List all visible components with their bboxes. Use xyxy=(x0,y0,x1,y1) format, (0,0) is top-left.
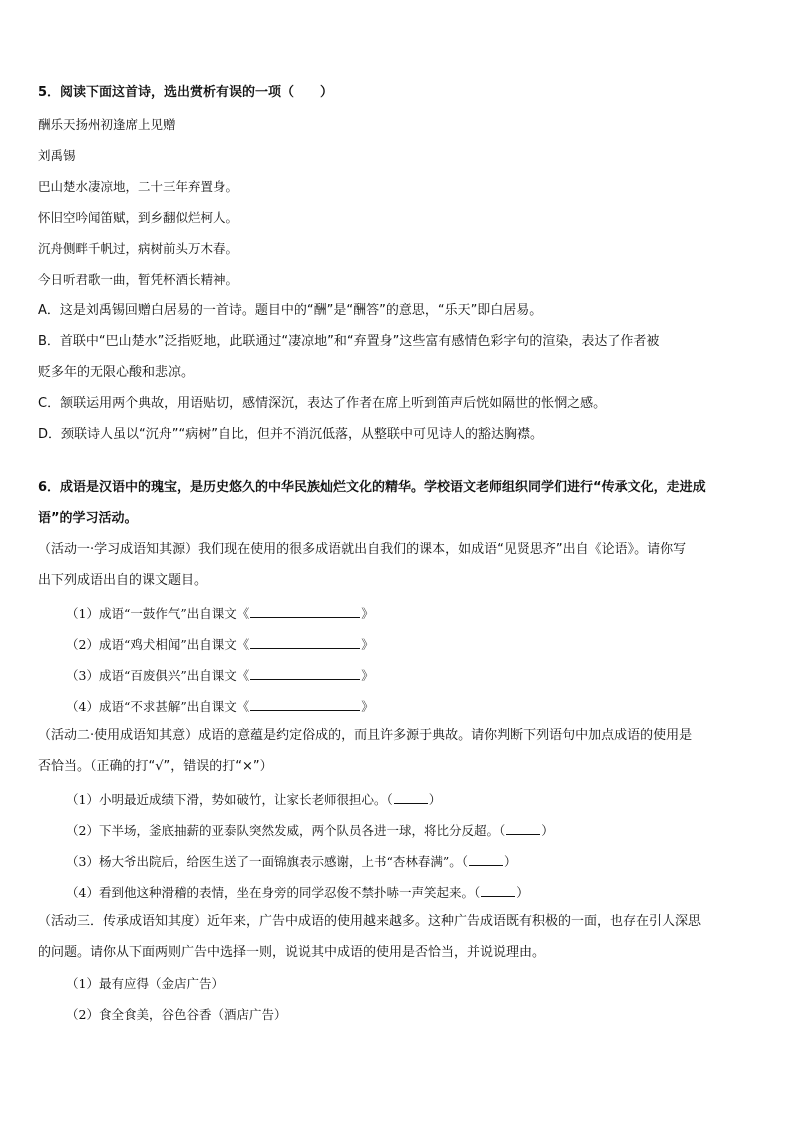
answer-blank[interactable] xyxy=(250,603,360,618)
option-b: B．首联中“巴山楚水”泛指贬地，此联通过“凄凉地”和“弃置身”这些富有感情色彩字句的渲染，表达了作者被 xyxy=(38,334,660,349)
activity-2-item xyxy=(66,789,786,809)
close-bracket: 》 xyxy=(361,637,374,652)
q5-stem: 5．阅读下面这首诗，选出赏析有误的一项（ ） xyxy=(38,85,334,100)
activity-1-intro: （活动一·学习成语知其源）我们现在使用的很多成语就出自我们的课本，如成语“见贤思齐”出自《论语》。请你写 xyxy=(38,542,687,557)
close-bracket: 》 xyxy=(361,699,374,714)
close-paren: ） xyxy=(428,792,442,807)
poem-line: 今日听君歌一曲，暂凭杯酒长精神。 xyxy=(38,272,239,287)
close-bracket: 》 xyxy=(361,606,374,621)
close-paren: ） xyxy=(516,885,529,900)
activity-1-item xyxy=(66,696,786,716)
activity-2-item xyxy=(66,851,786,871)
item-text: （2）下半场，釜底抽薪的亚泰队突然发威，两个队员各进一球，将比分反超。（ xyxy=(66,823,506,838)
poem-line: 巴山楚水凄凉地，二十三年弃置身。 xyxy=(38,179,239,194)
activity-3-intro: （活动三．传承成语知其度）近年来，广告中成语的使用越来越多。这种广告成语既有积极的一面，也存在引人深思 xyxy=(38,914,702,929)
close-bracket: 》 xyxy=(361,668,374,683)
answer-blank[interactable] xyxy=(250,665,360,680)
activity-1-item xyxy=(66,634,786,654)
poem-title: 酬乐天扬州初逢席上见赠 xyxy=(38,117,176,132)
option-b-continued: 贬多年的无限心酸和悲凉。 xyxy=(38,365,195,380)
activity-2-intro-continued: 否恰当。（正确的打“√”，错误的打“×”） xyxy=(38,759,273,774)
q6-stem: 6．成语是汉语中的瑰宝，是历史悠久的中华民族灿烂文化的精华。学校语文老师组织同学们进行“传承文化，走进成 xyxy=(38,480,706,495)
activity-3-item: （2）食全食美，谷色谷香（酒店广告） xyxy=(66,1007,287,1022)
item-text: （3）杨大爷出院后，给医生送了一面锦旗表示感谢，上书“杏林春满”。（ xyxy=(66,854,468,869)
activity-1-item xyxy=(66,603,786,623)
q6-stem-continued: 语”的学习活动。 xyxy=(38,511,138,526)
activity-1-item xyxy=(66,665,786,685)
poem-author: 刘禹锡 xyxy=(38,148,76,163)
close-paren: ） xyxy=(504,854,517,869)
answer-blank[interactable] xyxy=(394,789,428,804)
option-a: A．这是刘禹锡回赠白居易的一首诗。题目中的“酬”是“酬答”的意思，“乐天”即白居易。 xyxy=(38,303,543,318)
option-d: D．颈联诗人虽以“沉舟”“病树”自比，但并不消沉低落，从整联中可见诗人的豁达胸襟。 xyxy=(38,427,543,442)
answer-blank[interactable] xyxy=(506,820,540,835)
poem-line: 怀旧空吟闻笛赋，到乡翻似烂柯人。 xyxy=(38,210,239,225)
poem-line: 沉舟侧畔千帆过，病树前头万木春。 xyxy=(38,241,239,256)
answer-blank[interactable] xyxy=(481,882,515,897)
activity-2-item xyxy=(66,820,786,840)
answer-blank[interactable] xyxy=(250,634,360,649)
activity-3-intro-continued: 的问题。请你从下面两则广告中选择一则，说说其中成语的使用是否恰当，并说说理由。 xyxy=(38,945,546,960)
activity-3-item: （1）最有应得（金店广告） xyxy=(66,976,224,991)
close-paren: ） xyxy=(541,823,554,838)
activity-1-intro-continued: 出下列成语出自的课文题目。 xyxy=(38,573,208,588)
item-text: （1）小明最近成绩下滑，势如破竹，让家长老师很担心。（ xyxy=(66,792,393,807)
activity-2-item xyxy=(66,882,786,902)
item-text: （4）看到他这种滑稽的表情，坐在身旁的同学忍俊不禁扑哧一声笑起来。（ xyxy=(66,885,481,900)
answer-blank[interactable] xyxy=(469,851,503,866)
item-text: （1）成语“一鼓作气”出自课文《 xyxy=(66,606,250,621)
activity-2-intro: （活动二·使用成语知其意）成语的意蕴是约定俗成的，而且许多源于典故。请你判断下列语句中加点成语的使用是 xyxy=(38,728,693,743)
item-text: （2）成语“鸡犬相闻”出自课文《 xyxy=(66,637,250,652)
item-text: （3）成语“百废俱兴”出自课文《 xyxy=(66,668,250,683)
option-c: C．颔联运用两个典故，用语贴切，感情深沉，表达了作者在席上听到笛声后恍如隔世的怅惘之感。 xyxy=(38,396,607,411)
answer-blank[interactable] xyxy=(250,696,360,711)
item-text: （4）成语“不求甚解”出自课文《 xyxy=(66,699,250,714)
